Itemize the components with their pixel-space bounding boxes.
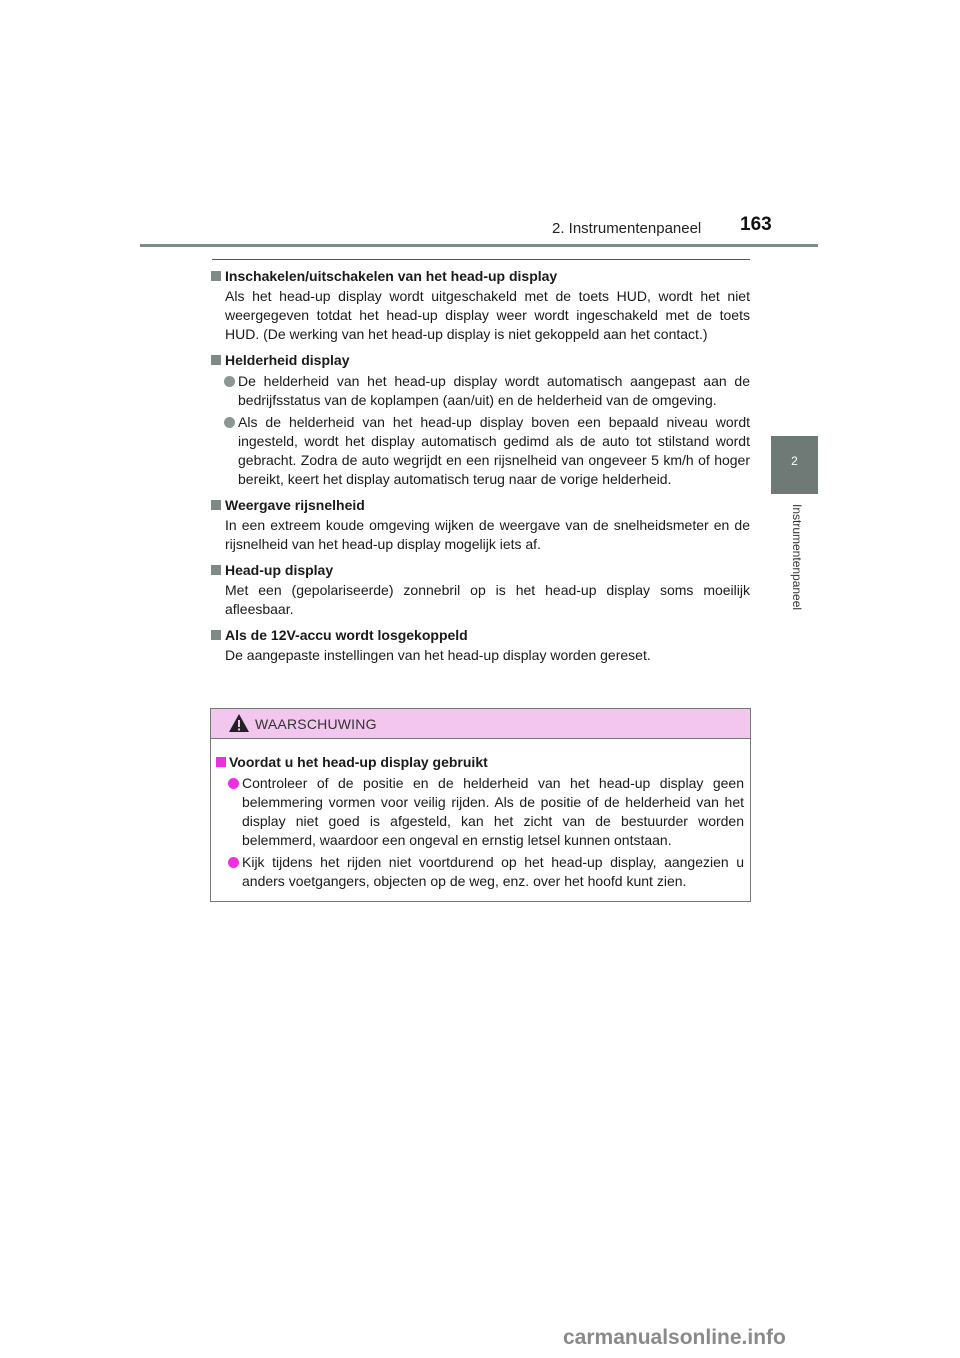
section-heading-text: Helderheid display: [225, 352, 350, 368]
square-bullet-icon: [211, 271, 221, 281]
warning-label: WAARSCHUWING: [255, 716, 377, 732]
section-heading: [210, 496, 750, 514]
section-inschakelen: [210, 267, 750, 344]
circle-bullet-icon: [228, 778, 239, 789]
chapter-number: 2: [791, 454, 798, 468]
warning-box: [210, 708, 751, 902]
page-number: 163: [740, 214, 772, 235]
section-heading: [210, 626, 750, 644]
warning-header: [211, 709, 750, 739]
section-heading-text: Weergave rijsnelheid: [225, 497, 365, 513]
list-item-text: De helderheid van het head-up display wordt automatisch aangepast aan de bedrijfsstatus van de koplampen (aan/uit) en de helderheid van de omgeving.: [238, 373, 750, 408]
warning-list-item: [215, 774, 744, 850]
section-body: De aangepaste instellingen van het head-up display worden gereset.: [225, 647, 651, 663]
square-bullet-icon: [211, 630, 221, 640]
chapter-side-label: [788, 504, 808, 634]
section-body: In een extreem koude omgeving wijken de weergave van de snelheidsmeter en de rijsnelheid van het head-up display mogelijk iets af.: [225, 517, 750, 552]
circle-bullet-icon: [228, 857, 239, 868]
section-body: Als het head-up display wordt uitgeschakeld met de toets HUD, wordt het niet weergegeven totdat het head-up display weer wordt ingeschakeld met de toets HUD. (De werking van het head-up display is niet gekoppeld aan het contact.): [225, 288, 750, 342]
section-helderheid: [210, 351, 750, 489]
header-rule: [140, 244, 818, 247]
warning-triangle-icon: [228, 713, 250, 733]
square-bullet-icon: [211, 500, 221, 510]
warning-list-item-text: Controleer of de positie en de helderheid van het head-up display geen belemmering vormen voor veilig rijden. Als de positie of de helderheid van het display niet goed is afgesteld, kan het zicht van de bestuurder worden belemmerd, waardoor een ongeval en ernstig letsel kunnen ontstaan.: [242, 775, 744, 848]
section-rijsnelheid: [210, 496, 750, 554]
circle-bullet-icon: [224, 417, 235, 428]
section-heading: [210, 561, 750, 579]
section-heading: [210, 267, 750, 285]
chapter-side-label-text: Instrumentenpaneel: [790, 504, 804, 611]
list-item-text: Als de helderheid van het head-up display boven een bepaald niveau wordt ingesteld, wordt het display automatisch gedimd als de auto tot stilstand wordt gebracht. Zodra de auto wegrijdt en een rijsnelheid van ongeveer 5 km/h of hoger bereikt, keert het display automatisch terug naar de vorige helderheid.: [238, 414, 750, 487]
section-head-up-display: [210, 561, 750, 619]
square-bullet-icon: [211, 565, 221, 575]
warning-list-item: [215, 853, 744, 891]
section-heading-text: Inschakelen/uitschakelen van het head-up display: [225, 268, 558, 284]
watermark: carmanualsonline.info: [563, 1326, 786, 1349]
square-bullet-icon: [216, 757, 226, 767]
list-item: [210, 372, 750, 410]
section-title: 2. Instrumentenpaneel: [552, 220, 702, 237]
section-heading-text: Head-up display: [225, 562, 334, 578]
section-accu: [210, 626, 750, 665]
section-heading-text: Als de 12V-accu wordt losgekoppeld: [225, 627, 468, 643]
warning-body: [211, 739, 750, 891]
content-top-rule: [212, 259, 750, 260]
section-body: Met een (gepolariseerde) zonnebril op is het head-up display soms moeilijk afleesbaar.: [225, 582, 750, 617]
square-bullet-icon: [211, 355, 221, 365]
warning-list-item-text: Kijk tijdens het rijden niet voortdurend op het head-up display, aangezien u anders voetgangers, objecten op de weg, enz. over het hoofd kunt zien.: [242, 854, 744, 889]
list-item: [210, 413, 750, 489]
warning-heading: [215, 753, 744, 771]
section-heading: [210, 351, 750, 369]
circle-bullet-icon: [224, 376, 235, 387]
chapter-tab: [771, 436, 818, 494]
warning-heading-text: Voordat u het head-up display gebruikt: [229, 754, 488, 770]
main-content: [210, 259, 750, 665]
